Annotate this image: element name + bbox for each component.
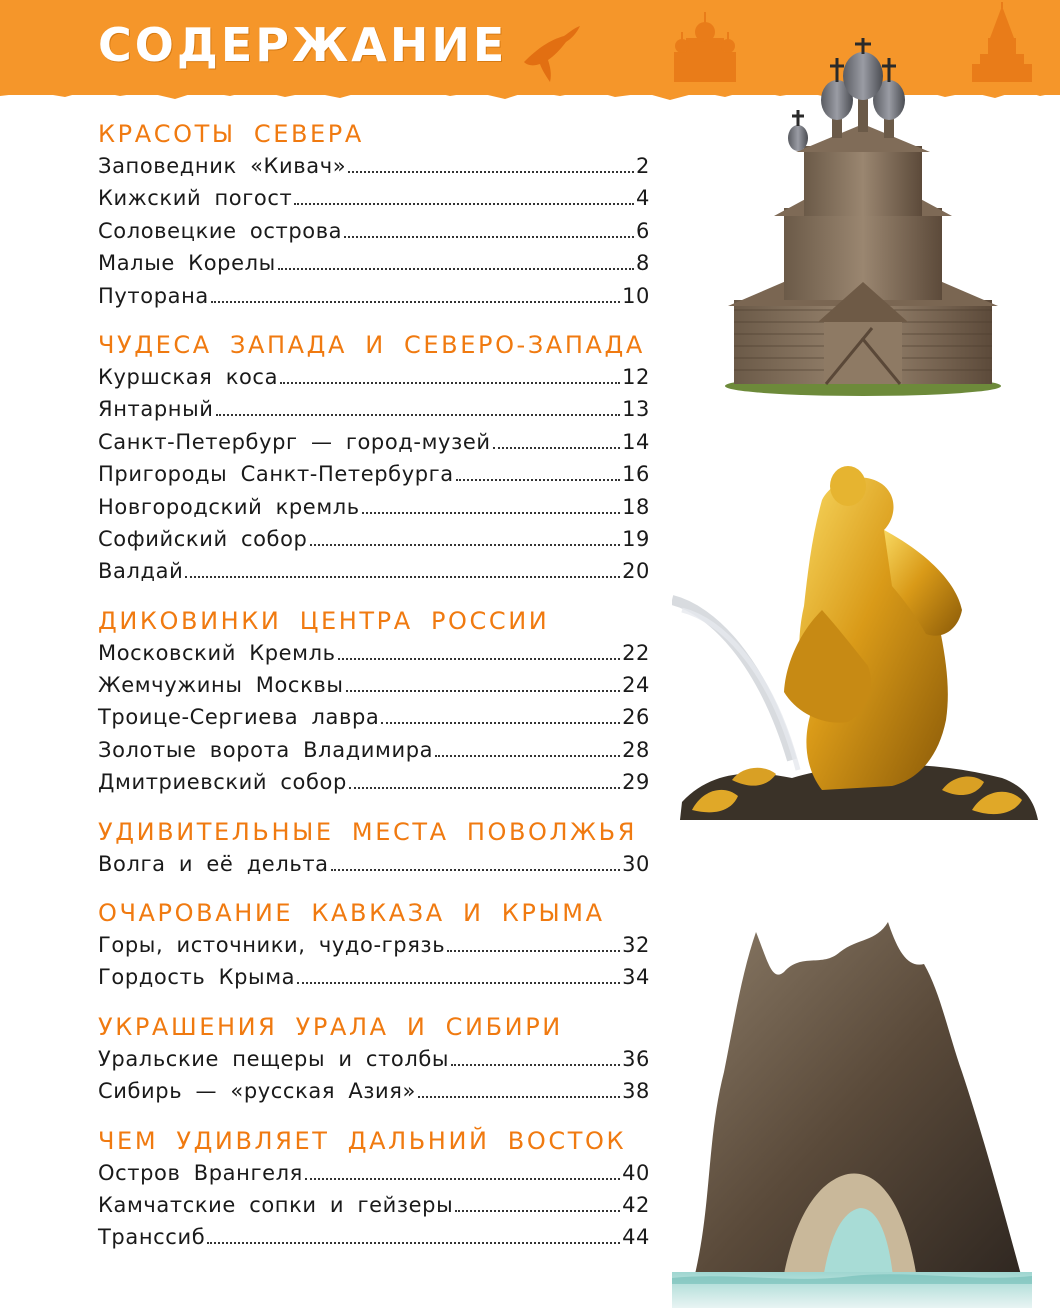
dot-leader: [349, 787, 620, 789]
entry-title: Горы, источники, чудо-грязь: [98, 933, 446, 958]
page-number: 2: [636, 154, 650, 178]
dot-leader: [447, 950, 620, 952]
toc-entry[interactable]: [98, 929, 650, 961]
toc-entry[interactable]: [98, 669, 650, 701]
entry-title: Гордость Крыма: [98, 965, 296, 990]
toc-entry[interactable]: [98, 361, 650, 393]
toc-entry[interactable]: [98, 523, 650, 555]
dot-leader: [344, 236, 634, 238]
page-number: 32: [622, 933, 650, 958]
section-title: УКРАШЕНИЯ УРАЛА И СИБИРИ: [98, 1012, 563, 1041]
toc-entry[interactable]: [98, 1075, 650, 1107]
eagle-icon: [520, 22, 584, 86]
dot-leader: [493, 447, 620, 449]
entry-title: Новгородский кремль: [98, 494, 360, 519]
toc-section: [98, 329, 650, 588]
page-number: 42: [622, 1192, 650, 1217]
section-title: ЧЕМ УДИВЛЯЕТ ДАЛЬНИЙ ВОСТОК: [98, 1126, 627, 1155]
toc-entry[interactable]: [98, 1043, 650, 1075]
toc-entry[interactable]: [98, 555, 650, 587]
toc-section: [98, 605, 650, 799]
entry-title: Сибирь — «русская Азия»: [98, 1079, 416, 1104]
dot-leader: [455, 1210, 620, 1212]
page-number: 18: [622, 494, 650, 519]
toc-entry[interactable]: [98, 961, 650, 993]
entry-title: Золотые ворота Владимира: [98, 737, 434, 762]
dot-leader: [280, 382, 620, 384]
page-number: 16: [622, 462, 650, 487]
page-title: СОДЕРЖАНИЕ: [98, 18, 508, 72]
sea-rock-arch-image: [672, 912, 1032, 1308]
entry-title: Пригороды Санкт-Петербурга: [98, 462, 454, 487]
toc-entry[interactable]: [98, 1189, 650, 1221]
page-number: 10: [622, 283, 650, 308]
page-number: 12: [622, 364, 650, 389]
page-number: 24: [622, 673, 650, 698]
dot-leader: [185, 576, 620, 578]
entry-title: Транссиб: [98, 1225, 206, 1250]
entry-title: Кижский погост: [98, 186, 293, 211]
entry-title: Московский Кремль: [98, 640, 336, 665]
toc-entry[interactable]: [98, 280, 650, 312]
page-number: 30: [622, 851, 650, 876]
toc-entry[interactable]: [98, 1157, 650, 1189]
dot-leader: [297, 982, 620, 984]
toc-section: [98, 816, 650, 880]
dot-leader: [456, 479, 620, 481]
dot-leader: [216, 414, 621, 416]
toc-entry[interactable]: [98, 150, 650, 182]
dot-leader: [310, 544, 621, 546]
entry-title: Жемчужины Москвы: [98, 673, 344, 698]
samson-fountain-image: [672, 460, 1040, 842]
page-number: 44: [622, 1225, 650, 1250]
dot-leader: [278, 268, 634, 270]
dot-leader: [381, 722, 620, 724]
entry-title: Малые Корелы: [98, 251, 276, 276]
page-number: 26: [622, 705, 650, 730]
toc-section: [98, 118, 650, 312]
entry-title: Соловецкие острова: [98, 218, 343, 243]
toc-entry[interactable]: [98, 458, 650, 490]
toc-entry[interactable]: [98, 215, 650, 247]
section-title: ДИКОВИНКИ ЦЕНТРА РОССИИ: [98, 606, 550, 635]
entry-title: Санкт-Петербург — город-музей: [98, 429, 491, 454]
dot-leader: [418, 1096, 620, 1098]
page-number: 20: [622, 559, 650, 584]
section-title: КРАСОТЫ СЕВЕРА: [98, 120, 364, 148]
dot-leader: [451, 1064, 620, 1066]
section-title: УДИВИТЕЛЬНЫЕ МЕСТА ПОВОЛЖЬЯ: [98, 817, 637, 846]
dot-leader: [305, 1178, 620, 1180]
page-number: 14: [622, 429, 650, 454]
page-number: 19: [622, 526, 650, 551]
page-number: 34: [622, 965, 650, 990]
entry-title: Заповедник «Кивач»: [98, 154, 347, 178]
dot-leader: [338, 658, 620, 660]
page-number: 22: [622, 640, 650, 665]
toc-entry[interactable]: [98, 701, 650, 733]
dot-leader: [207, 1242, 620, 1244]
toc-entry[interactable]: [98, 637, 650, 669]
toc-entry[interactable]: [98, 182, 650, 214]
section-title: ЧУДЕСА ЗАПАДА И СЕВЕРО-ЗАПАДА: [98, 330, 645, 359]
toc-section: [98, 1011, 650, 1108]
toc-entry[interactable]: [98, 734, 650, 766]
entry-title: Волга и её дельта: [98, 851, 329, 876]
entry-title: Камчатские сопки и гейзеры: [98, 1192, 454, 1217]
dot-leader: [211, 301, 620, 303]
page-number: 36: [622, 1046, 650, 1071]
page-number: 38: [622, 1079, 650, 1104]
entry-title: Остров Врангеля: [98, 1160, 303, 1185]
entry-title: Софийский собор: [98, 526, 308, 551]
table-of-contents: [98, 118, 650, 1271]
dot-leader: [331, 869, 620, 871]
toc-entry[interactable]: [98, 426, 650, 458]
page-number: 28: [622, 737, 650, 762]
toc-section: [98, 897, 650, 994]
wooden-church-image: [722, 38, 1004, 398]
dot-leader: [294, 203, 634, 205]
entry-title: Дмитриевский собор: [98, 770, 347, 795]
dot-leader: [362, 512, 620, 514]
toc-section: [98, 1125, 650, 1254]
toc-entry[interactable]: [98, 1221, 650, 1253]
dot-leader: [346, 690, 621, 692]
toc-entry[interactable]: [98, 491, 650, 523]
page-number: 13: [622, 397, 650, 422]
toc-entry[interactable]: [98, 393, 650, 425]
entry-title: Валдай: [98, 559, 184, 584]
entry-title: Куршская коса: [98, 364, 279, 389]
page-number: 6: [636, 218, 650, 243]
page-number: 8: [636, 251, 650, 276]
page-number: 4: [636, 186, 650, 211]
entry-title: Путорана: [98, 283, 209, 308]
toc-entry[interactable]: [98, 247, 650, 279]
entry-title: Янтарный: [98, 397, 214, 422]
dot-leader: [435, 755, 620, 757]
page-number: 29: [622, 770, 650, 795]
dot-leader: [348, 171, 634, 173]
entry-title: Уральские пещеры и столбы: [98, 1046, 450, 1071]
entry-title: Троице-Сергиева лавра: [98, 705, 380, 730]
toc-entry[interactable]: [98, 766, 650, 798]
section-title: ОЧАРОВАНИЕ КАВКАЗА И КРЫМА: [98, 899, 605, 928]
page-number: 40: [622, 1160, 650, 1185]
toc-entry[interactable]: [98, 848, 650, 880]
